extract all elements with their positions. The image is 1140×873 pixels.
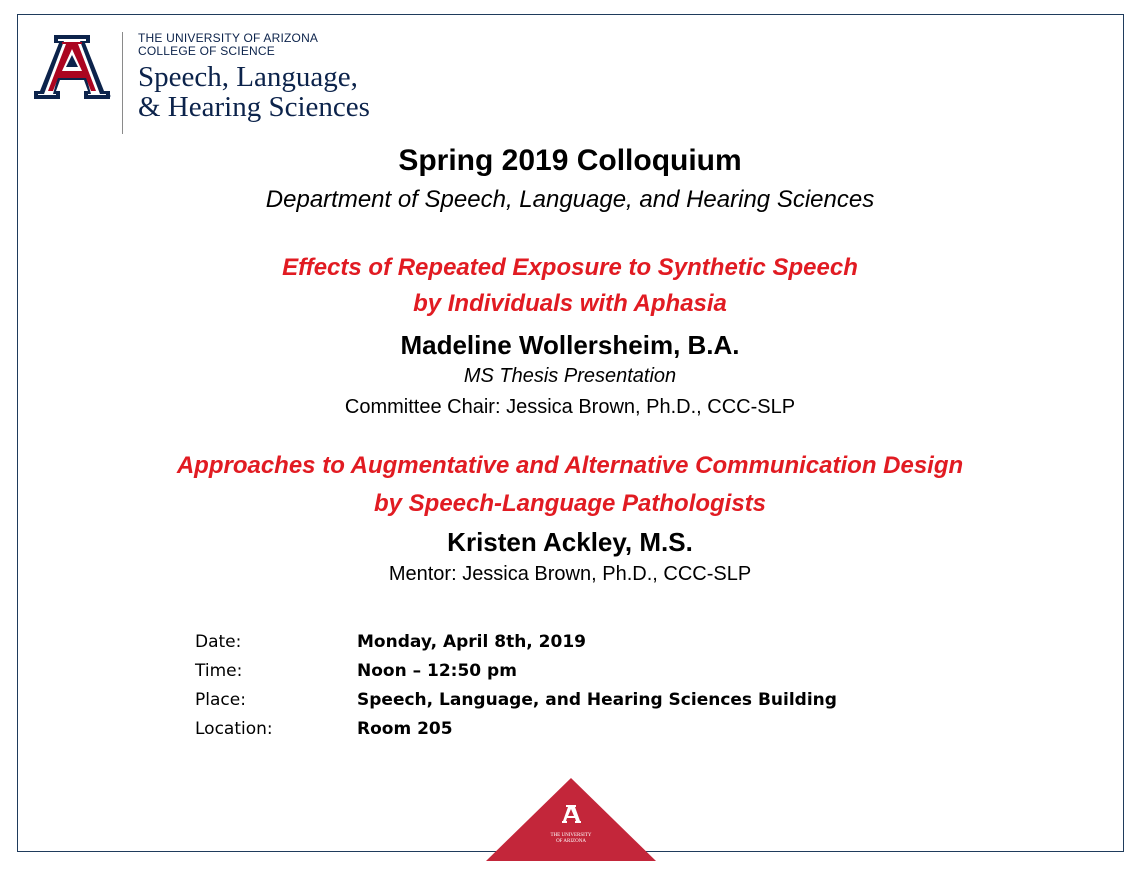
place-label: Place: (195, 689, 246, 710)
time-value: Noon – 12:50 pm (357, 660, 517, 681)
date-value: Monday, April 8th, 2019 (357, 631, 586, 652)
talk1-title-line2: by Individuals with Aphasia (413, 290, 727, 317)
talk2-mentor: Mentor: Jessica Brown, Ph.D., CCC-SLP (388, 563, 752, 585)
university-a-logo-icon (32, 33, 112, 101)
event-subtitle: Department of Speech, Language, and Hearing Sciences (265, 186, 875, 213)
department-name-line2: & Hearing Sciences (138, 91, 370, 123)
event-details (195, 627, 837, 743)
talk1-speaker: Madeline Wollersheim, B.A. (400, 330, 740, 360)
detail-row-location (195, 714, 837, 743)
logo-divider (122, 32, 123, 134)
footer-university-logo-icon (486, 778, 656, 861)
logo-wordmark (138, 32, 370, 122)
event-title: Spring 2019 Colloquium (398, 144, 742, 177)
talk1-title-line1: Effects of Repeated Exposure to Synthetic Speech (282, 254, 858, 281)
talk1-note: MS Thesis Presentation (463, 365, 677, 387)
detail-row-time (195, 656, 837, 685)
talk2-title-line1: Approaches to Augmentative and Alternative Communication Design (176, 452, 964, 479)
talk2-title-line2: by Speech-Language Pathologists (373, 490, 767, 517)
date-label: Date: (195, 631, 242, 652)
time-label: Time: (195, 660, 243, 681)
department-name-line1: Speech, Language, (138, 61, 358, 93)
footer-logo-text-line2: OF ARIZONA (556, 839, 586, 844)
talk2-speaker: Kristen Ackley, M.S. (447, 527, 693, 557)
university-name: THE UNIVERSITY OF ARIZONA (138, 31, 319, 45)
detail-row-date (195, 627, 837, 656)
location-label: Location: (195, 718, 273, 739)
talk1-chair: Committee Chair: Jessica Brown, Ph.D., CCC-SLP (344, 396, 796, 418)
location-value: Room 205 (357, 718, 453, 739)
detail-row-place (195, 685, 837, 714)
college-name: COLLEGE OF SCIENCE (138, 44, 275, 58)
place-value: Speech, Language, and Hearing Sciences Building (357, 689, 837, 710)
footer-logo-text-line1: THE UNIVERSITY (550, 833, 592, 838)
